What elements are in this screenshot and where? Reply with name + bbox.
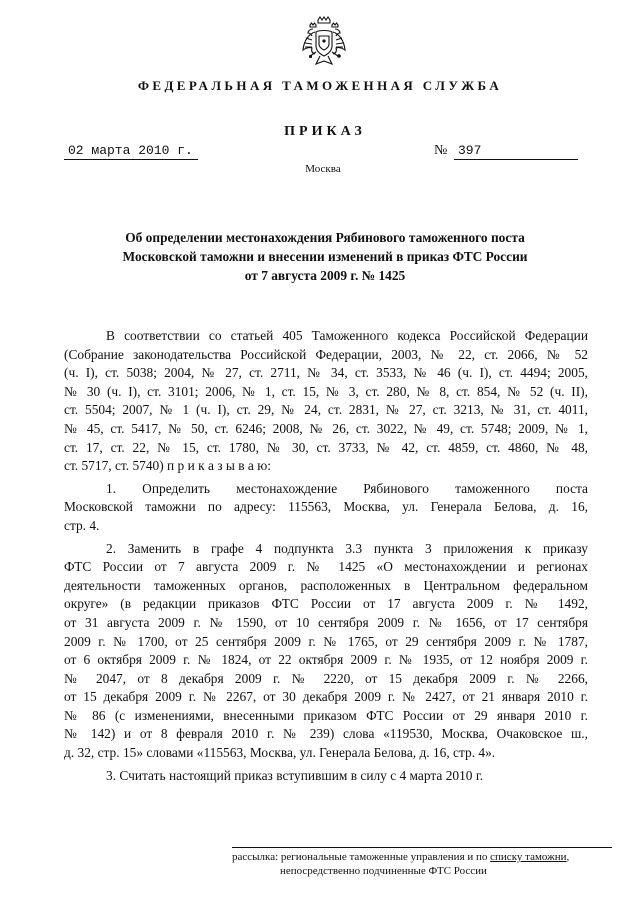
title-line: от 7 августа 2009 г. № 1425 <box>244 268 406 283</box>
text-line: (Собрание законодательства Российской Федерации, 2003, № 22, ст. 2066, № 52 <box>64 346 588 362</box>
text-line: 1. Определить местонахождение Рябинового таможенного поста <box>106 480 588 496</box>
text-line: д. 32, стр. 15» словами «115563, Москва, ул. Генерала Белова, д. 16, стр. 4». <box>64 745 496 761</box>
item-3-paragraph <box>64 767 588 786</box>
distribution-line <box>232 850 612 864</box>
text-line: ФТС России от 7 августа 2009 г. № 1425 «О местонахождении и регионах <box>64 559 588 575</box>
text-line: от 31 августа 2009 г. № 1590, от 10 сентября 2009 г. № 1656, от 17 сентября <box>64 614 588 630</box>
document-title <box>60 228 590 285</box>
text-line: Московской таможни по адресу: 115563, Москва, ул. Генерала Белова, д. 16, <box>64 499 588 515</box>
distribution-text: рассылка: региональные таможенные управления и по <box>232 851 491 863</box>
document-type: ПРИКАЗ <box>284 124 366 139</box>
title-line: Об определении местонахождения Рябинового таможенного поста <box>125 230 525 245</box>
order-date: 02 марта 2010 г. <box>64 143 198 160</box>
text-line: № 45, ст. 5417, № 50, ст. 6246; 2008, № 26, ст. 3022, № 49, ст. 5748; 2009, № 1, <box>64 420 588 436</box>
text-line: 2009 г. № 1700, от 25 сентября 2009 г. № 1765, от 29 сентября 2009 г. № 1787, <box>64 633 588 649</box>
text-line: В соответствии со статьей 405 Таможенного кодекса Российской Федерации <box>106 328 588 343</box>
preamble-paragraph <box>64 327 588 476</box>
item-2-paragraph <box>64 540 588 763</box>
text-line: № 30 (ч. I), ст. 3101; 2006, № 1, ст. 15, № 3, ст. 280, № 8, ст. 854, № 52 (ч. II), <box>64 383 588 399</box>
city: Москва <box>305 163 341 175</box>
document-body <box>64 327 588 785</box>
distribution-list <box>232 847 612 878</box>
text-line: стр. 4. <box>64 517 100 533</box>
text-line: (ч. I), ст. 5038; 2004, № 27, ст. 2711, № 34, ст. 3533, № 46 (ч. I), ст. 4494; 2005, <box>64 365 588 381</box>
order-number-label: № <box>434 143 448 158</box>
text-line: 3. Считать настоящий приказ вступившим в силу с 4 марта 2010 г. <box>106 767 484 783</box>
text-line: ст. 5504; 2007, № 1 (ч. I), ст. 29, № 24, ст. 2831, № 27, ст. 3213, № 31, ст. 4011, <box>64 402 588 418</box>
text-line: округе» (в редакции приказов ФТС России от 17 августа 2009 г. № 1492, <box>64 596 588 612</box>
double-headed-eagle-emblem <box>301 16 347 68</box>
order-number: 397 <box>454 143 578 160</box>
distribution-comma: , <box>566 851 570 863</box>
text-line: от 6 октября 2009 г. № 1824, от 22 октября 2009 г. № 1935, от 12 ноября 2009 г. <box>64 652 588 668</box>
agency-name: ФЕДЕРАЛЬНАЯ ТАМОЖЕННАЯ СЛУЖБА <box>137 78 503 93</box>
text-line: № 86 (с изменениями, внесенными приказом ФТС России от 29 января 2010 г. <box>64 707 588 723</box>
text-line: 2. Заменить в графе 4 подпункта 3.3 пункта 3 приложения к приказу <box>106 540 588 556</box>
item-1-paragraph <box>64 480 588 536</box>
text-line: № 2047, от 8 декабря 2009 г. № 2220, от 15 декабря 2009 г. № 2266, <box>64 670 588 686</box>
text-line: от 15 декабря 2009 г. № 2267, от 30 декабря 2009 г. № 2427, от 21 января 2010 г. <box>64 689 588 705</box>
distribution-underlined-text: списку таможни <box>490 851 567 863</box>
text-line: ст. 5717, ст. 5740) п р и к а з ы в а ю: <box>64 458 271 474</box>
text-line: ст. 17, ст. 22, № 15, ст. 1780, № 30, ст. 3733, № 42, ст. 4859, ст. 4860, № 48, <box>64 439 588 455</box>
text-line: № 142) и от 8 февраля 2010 г. № 239) слова «119530, Москва, Очаковское ш., <box>64 726 588 742</box>
text-line: деятельности таможенных органов, расположенных в Центральном федеральном <box>64 577 588 593</box>
title-line: Московской таможни и внесении изменений в приказ ФТС России <box>122 249 528 264</box>
distribution-line: непосредственно подчиненные ФТС России <box>280 865 487 877</box>
